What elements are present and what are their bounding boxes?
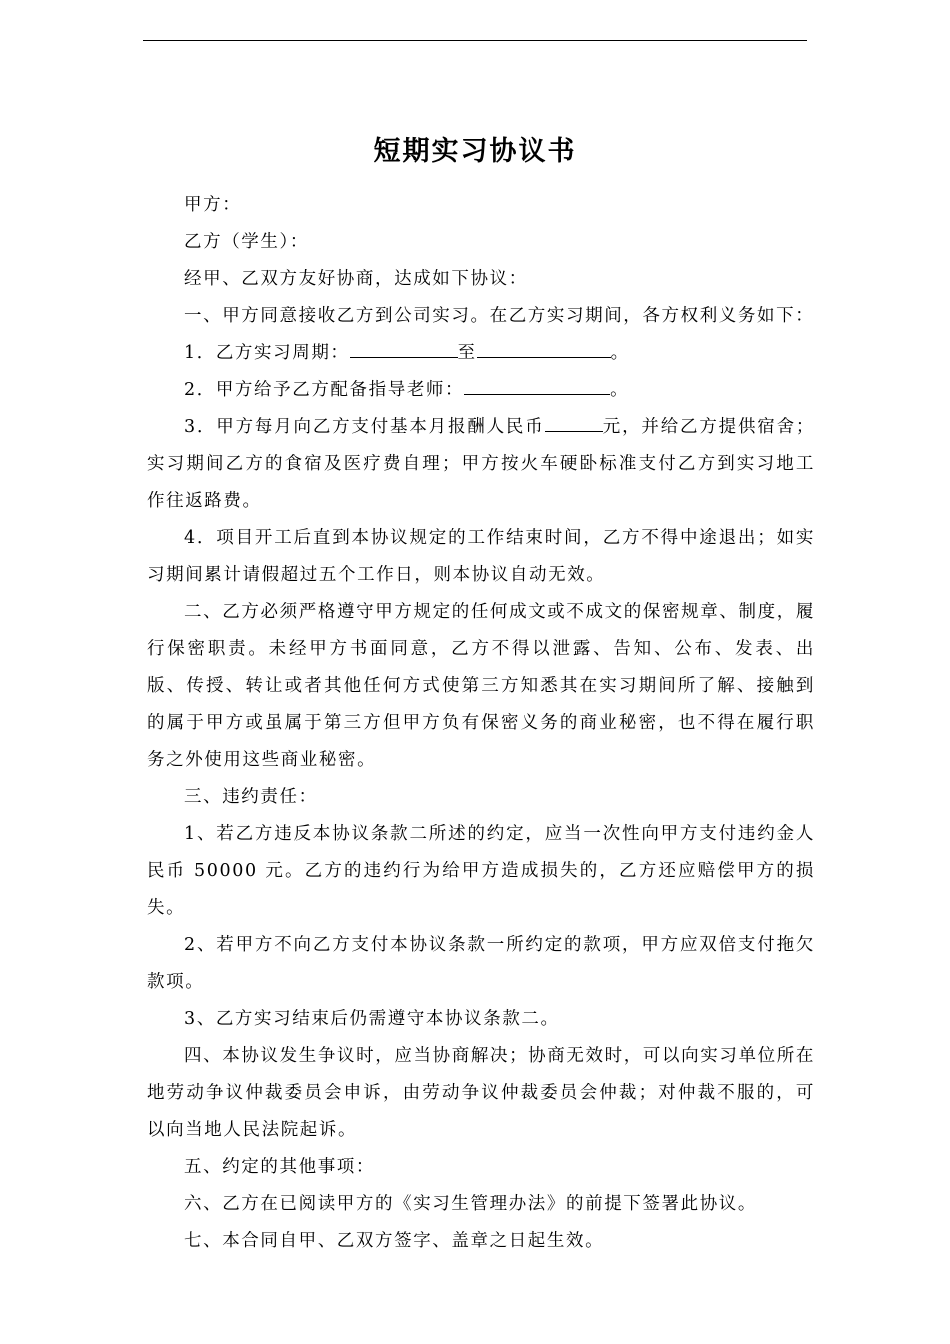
period-end-blank[interactable] <box>477 339 611 358</box>
clause-3-item-2: 2、若甲方不向乙方支付本协议条款一所约定的款项，甲方应双倍支付拖欠款项。 <box>147 935 815 992</box>
clause-6: 六、乙方在已阅读甲方的《实习生管理办法》的前提下签署此协议。 <box>184 1194 757 1214</box>
clause-3-heading: 三、违约责任： <box>184 787 318 807</box>
clause-2: 二、乙方必须严格遵守甲方规定的任何成文或不成文的保密规章、制度，履行保密职责。未经甲方书面同意，乙方不得以泄露、告知、公布、发表、出版、传授、转让或者其他任何方式使第三方知悉其在实习期间所了解、接触到的属于甲方或虽属于第三方但甲方负有保密义务的商业秘密，也不得在履行职务之外使用这些商业秘密。 <box>147 602 815 770</box>
internship-period-label: 1．乙方实习周期： <box>184 343 350 363</box>
preamble: 经甲、乙双方友好协商，达成如下协议： <box>184 269 528 289</box>
header-rule <box>143 40 807 41</box>
salary-label: 3．甲方每月向乙方支付基本月报酬人民币 <box>184 417 545 437</box>
clause-1-item-1 <box>147 335 815 372</box>
salary-terms: 元，并给乙方提供宿舍；实习期间乙方的食宿及医疗费自理；甲方按火车硬卧标准支付乙方到实习地工作往返路费。 <box>147 417 815 511</box>
clause-1-heading: 一、甲方同意接收乙方到公司实习。在乙方实习期间，各方权利义务如下： <box>184 306 815 326</box>
clause-4: 四、本协议发生争议时，应当协商解决；协商无效时，可以向实习单位所在地劳动争议仲裁委员会申诉，由劳动争议仲裁委员会仲裁；对仲裁不服的，可以向当地人民法院起诉。 <box>147 1046 815 1140</box>
clause-7: 七、本合同自甲、乙双方签字、盖章之日起生效。 <box>184 1231 605 1251</box>
clause-5: 五、约定的其他事项： <box>184 1157 375 1177</box>
document-title: 短期实习协议书 <box>373 136 577 167</box>
mentor-blank[interactable] <box>464 376 610 395</box>
clause-3-item-1: 1、若乙方违反本协议条款二所述的约定，应当一次性向甲方支付违约金人民币 50000 元。乙方的违约行为给甲方造成损失的，乙方还应赔偿甲方的损失。 <box>147 824 815 918</box>
mentor-punct: 。 <box>610 380 630 400</box>
mentor-label: 2．甲方给予乙方配备指导老师： <box>184 380 465 400</box>
period-end-punct: 。 <box>610 343 630 363</box>
party-a-line: 甲方： <box>184 195 242 215</box>
salary-blank[interactable] <box>545 413 603 432</box>
clause-1-item-3 <box>147 409 815 520</box>
period-to-label: 至 <box>457 343 477 363</box>
party-b-line: 乙方（学生）： <box>184 232 309 252</box>
period-start-blank[interactable] <box>350 339 458 358</box>
clause-3-item-3: 3、乙方实习结束后仍需遵守本协议条款二。 <box>184 1009 560 1029</box>
clause-1-item-2 <box>147 372 815 409</box>
document-body <box>147 187 815 1260</box>
clause-1-item-4: 4．项目开工后直到本协议规定的工作结束时间，乙方不得中途退出；如实习期间累计请假超过五个工作日，则本协议自动无效。 <box>147 528 815 585</box>
